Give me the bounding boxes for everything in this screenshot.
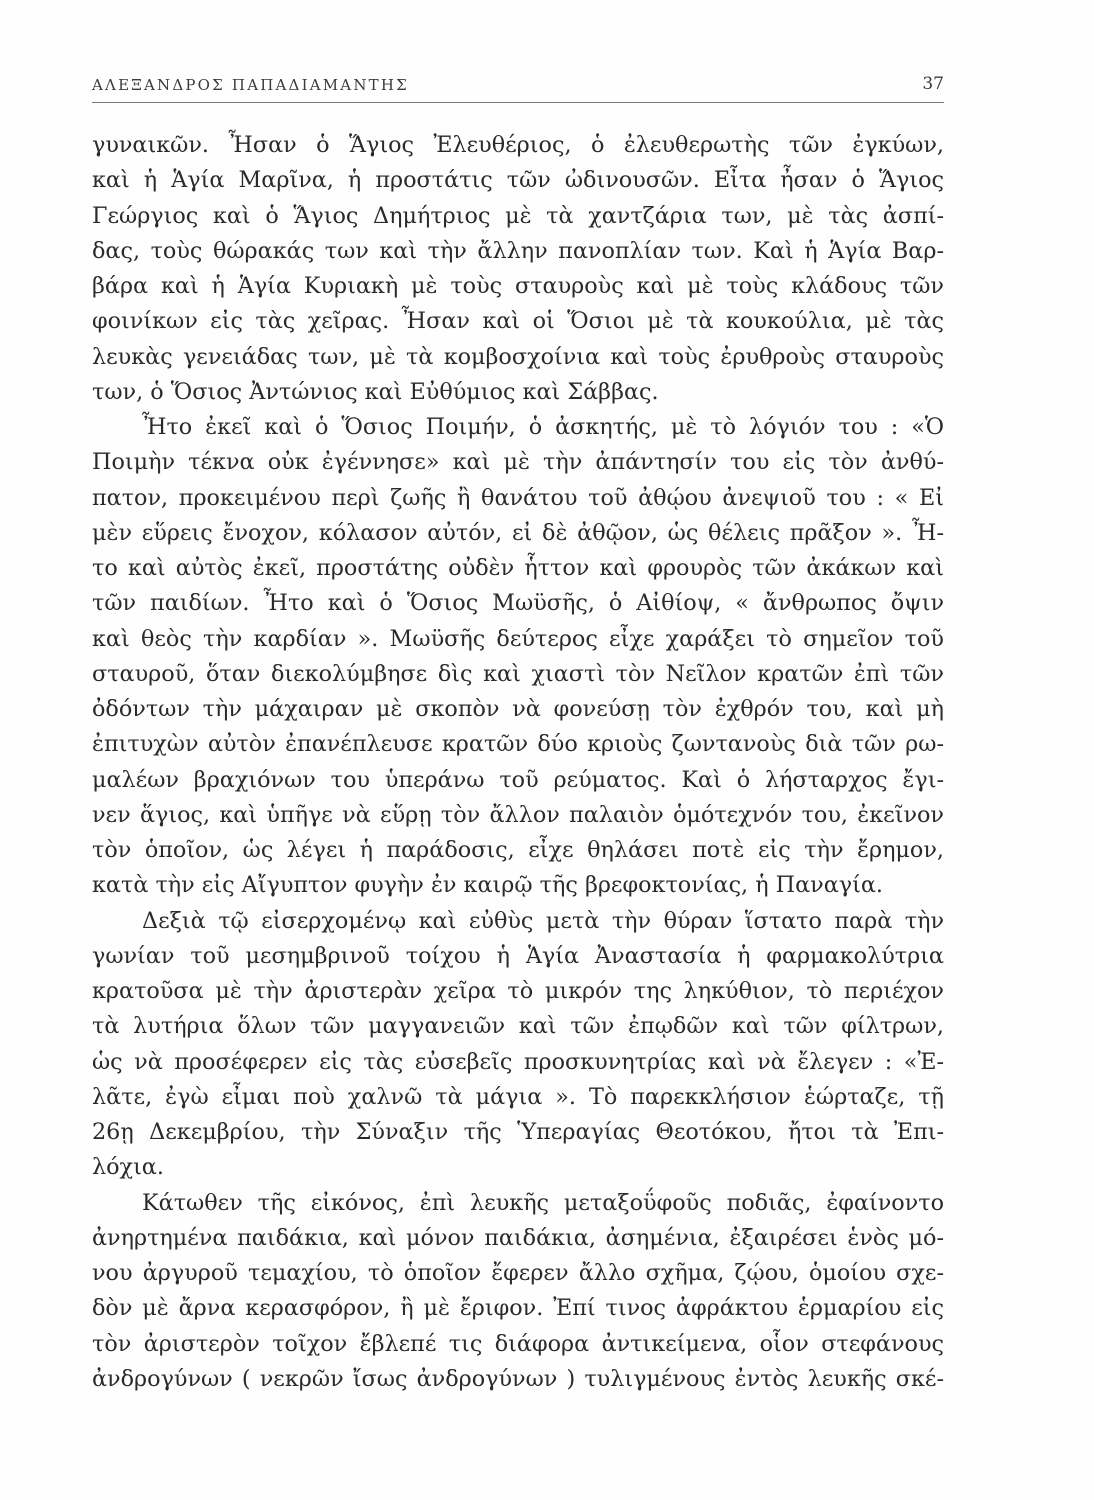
text-line: 26ῃ Δεκεμβρίου, τὴν Σύναξιν τῆς Ὑπεραγίας Θεοτόκου, ἤτοι τὰ Ἐπι-: [92, 1119, 944, 1145]
text-line: τὸν ἀριστερὸν τοῖχον ἔβλεπέ τις διάφορα ἀντικείμενα, οἷον στεφάνους: [92, 1330, 944, 1357]
text-line: πατον, προκειμένου περὶ ζωῆς ἢ θανάτου τοῦ ἀθῴου ἀνεψιοῦ του : « Εἰ: [92, 484, 944, 511]
text-line: τὸν ὁποῖον, ὡς λέγει ἡ παράδοσις, εἶχε θηλάσει ποτὲ εἰς τὴν ἔρημον,: [92, 837, 944, 863]
text-line: λόχια.: [92, 1154, 164, 1181]
text-line: καὶ ἡ Ἁγία Μαρῖνα, ἡ προστάτις τῶν ὠδινουσῶν. Εἶτα ἦσαν ὁ Ἅγιος: [92, 167, 944, 194]
page-text: [92, 128, 944, 1397]
text-line: μὲν εὕρεις ἔνοχον, κόλασον αὐτόν, εἰ δὲ ἀθῷον, ὡς θέλεις πρᾶξον ». Ἦ-: [92, 519, 944, 546]
text-line: κρατοῦσα μὲ τὴν ἀριστερὰν χεῖρα τὸ μικρόν της ληκύθιον, τὸ περιέχον: [92, 978, 944, 1004]
text-line: νου ἀργυροῦ τεμαχίου, τὸ ὁποῖον ἔφερεν ἄλλο σχῆμα, ζῴου, ὁμοίου σχε-: [92, 1260, 944, 1286]
text-line: των, ὁ Ὅσιος Ἀντώνιος καὶ Εὐθύμιος καὶ Σάββας.: [92, 378, 659, 405]
text-line: γωνίαν τοῦ μεσημβρινοῦ τοίχου ἡ Ἁγία Ἀναστασία ἡ φαρμακολύτρια: [92, 942, 944, 969]
page-number: 37: [922, 74, 944, 94]
running-header: [92, 72, 944, 102]
text-line: μαλέων βραχιόνων του ὑπεράνω τοῦ ρεύματος. Καὶ ὁ λήσταρχος ἔγι-: [92, 766, 944, 793]
text-line: Ἦτο ἐκεῖ καὶ ὁ Ὅσιος Ποιμήν, ὁ ἀσκητής, μὲ τὸ λόγιόν του : «Ὁ: [142, 414, 944, 440]
text-line: καὶ θεὸς τὴν καρδίαν ». Μωϋσῆς δεύτερος εἶχε χαράξει τὸ σημεῖον τοῦ: [92, 625, 944, 652]
text-line: ὡς νὰ προσέφερεν εἰς τὰς εὐσεβεῖς προσκυνητρίας καὶ νὰ ἔλεγεν : «Ἐ-: [92, 1048, 944, 1075]
text-line: Γεώργιος καὶ ὁ Ἅγιος Δημήτριος μὲ τὰ χαντζάρια των, μὲ τὰς ἀσπί-: [92, 202, 944, 229]
text-line: ἀνηρτημένα παιδάκια, καὶ μόνον παιδάκια, ἀσημένια, ἐξαιρέσει ἑνὸς μό-: [92, 1224, 944, 1251]
text-line: τῶν παιδίων. Ἦτο καὶ ὁ Ὅσιος Μωϋσῆς, ὁ Αἰθίοψ, « ἄνθρωπος ὄψιν: [92, 590, 944, 617]
text-line: σταυροῦ, ὅταν διεκολύμβησε δὶς καὶ χιαστὶ τὸν Νεῖλον κρατῶν ἐπὶ τῶν: [92, 660, 944, 687]
text-line: βάρα καὶ ἡ Ἁγία Κυριακὴ μὲ τοὺς σταυροὺς καὶ μὲ τοὺς κλάδους τῶν: [92, 273, 944, 299]
text-line: νεν ἅγιος, καὶ ὑπῆγε νὰ εὕρῃ τὸν ἄλλον παλαιὸν ὁμότεχνόν του, ἐκεῖνον: [92, 801, 944, 828]
text-line: ἐπιτυχὼν αὐτὸν ἐπανέπλευσε κρατῶν δύο κριοὺς ζωντανοὺς διὰ τῶν ρω-: [92, 731, 944, 758]
text-line: λευκὰς γενειάδας των, μὲ τὰ κομβοσχοίνια καὶ τοὺς ἐρυθροὺς σταυροὺς: [92, 343, 944, 370]
text-line: τὰ λυτήρια ὅλων τῶν μαγγανειῶν καὶ τῶν ἐπῳδῶν καὶ τῶν φίλτρων,: [92, 1013, 944, 1040]
text-line: δας, τοὺς θώρακάς των καὶ τὴν ἄλλην πανοπλίαν των. Καὶ ἡ Ἁγία Βαρ-: [92, 237, 944, 264]
header-rule: [92, 102, 944, 103]
text-line: κατὰ τὴν εἰς Αἴγυπτον φυγὴν ἐν καιρῷ τῆς βρεφοκτονίας, ἡ Παναγία.: [92, 872, 884, 899]
text-line: λᾶτε, ἐγὼ εἶμαι ποὺ χαλνῶ τὰ μάγια ». Τὸ παρεκκλήσιον ἑώρταζε, τῇ: [92, 1083, 944, 1110]
text-line: φοινίκων εἰς τὰς χεῖρας. Ἦσαν καὶ οἱ Ὅσιοι μὲ τὰ κουκούλια, μὲ τὰς: [92, 308, 944, 335]
text-line: ἀνδρογύνων ( νεκρῶν ἴσως ἀνδρογύνων ) τυλιγμένους ἐντὸς λευκῆς σκέ-: [92, 1365, 944, 1392]
text-line: γυναικῶν. Ἦσαν ὁ Ἅγιος Ἐλευθέριος, ὁ ἐλευθερωτὴς τῶν ἐγκύων,: [92, 132, 944, 158]
text-line: Κάτωθεν τῆς εἰκόνος, ἐπὶ λευκῆς μεταξοΰφοῦς ποδιᾶς, ἐφαίνοντο: [142, 1189, 944, 1216]
text-line: Δεξιὰ τῷ εἰσερχομένῳ καὶ εὐθὺς μετὰ τὴν θύραν ἵστατο παρὰ τὴν: [142, 907, 944, 934]
text-line: ὀδόντων τὴν μάχαιραν μὲ σκοπὸν νὰ φονεύσῃ τὸν ἐχθρόν του, καὶ μὴ: [92, 696, 944, 722]
text-line: Ποιμὴν τέκνα οὐκ ἐγέννησε» καὶ μὲ τὴν ἀπάντησίν του εἰς τὸν ἀνθύ-: [92, 449, 944, 476]
text-line: δὸν μὲ ἄρνα κερασφόρον, ἢ μὲ ἔριφον. Ἐπί τινος ἀφράκτου ἑρμαρίου εἰς: [92, 1295, 944, 1322]
text-line: το καὶ αὐτὸς ἐκεῖ, προστάτης οὐδὲν ἧττον καὶ φρουρὸς τῶν ἀκάκων καὶ: [92, 555, 944, 581]
header-author: ΑΛΕΞΑΝΔΡΟΣ ΠΑΠΑΔΙΑΜΑΝΤΗΣ: [92, 76, 409, 94]
